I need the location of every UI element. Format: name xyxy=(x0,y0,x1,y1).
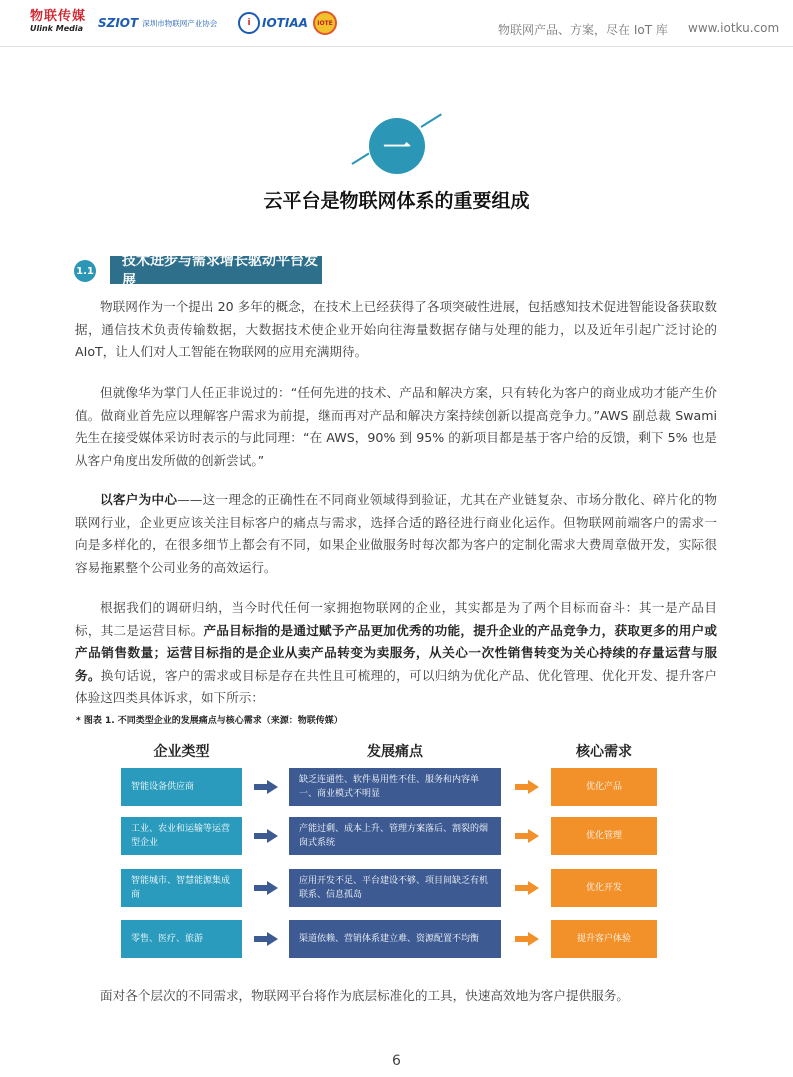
paragraph-5: 面对各个层次的不同需求，物联网平台将作为底层标准化的工具，快速高效地为客户提供服务。 xyxy=(100,988,629,1003)
arrow-right-icon xyxy=(515,881,539,895)
sziot-logo-mark: SZIOT xyxy=(98,16,139,30)
header-tagline: 物联网产品、方案，尽在 IoT 库 xyxy=(498,23,668,37)
figure-cell-need: 优化产品 xyxy=(551,768,657,806)
section-number-badge: 1.1 xyxy=(74,260,96,282)
iote-seal-icon: IOTE xyxy=(313,11,337,35)
iotiaa-logo xyxy=(238,12,308,34)
figure-cell-need: 提升客户体验 xyxy=(551,920,657,958)
iote-logo xyxy=(313,12,337,34)
figure-cell-pain: 产能过剩、成本上升、管理方案落后、割裂的烟囱式系统 xyxy=(289,817,501,855)
ulink-logo-en: Ulink Media xyxy=(30,24,84,33)
chapter-title: 云平台是物联网体系的重要组成 xyxy=(263,190,530,212)
header-site-link[interactable]: www.iotku.com xyxy=(688,21,780,35)
arrow-right-icon xyxy=(254,881,278,895)
paragraph-4 xyxy=(75,597,717,710)
figure-header-pain: 发展痛点 xyxy=(367,744,423,760)
ulink-logo-cn: 物联传媒 xyxy=(30,9,87,24)
arrow-right-icon xyxy=(254,780,278,794)
figure-cell-need: 优化管理 xyxy=(551,817,657,855)
paragraph-4-text-a: 根据我们的调研归纳，当今时代任何一家拥抱物联网的企业，其实都是为了两个目标而奋斗：其一是产品目标，其二是运营目标。 xyxy=(75,600,717,638)
sziot-logo-text: 深圳市物联网产业协会 xyxy=(142,18,218,28)
figure-cell-type: 工业、农业和运输等运营型企业 xyxy=(121,817,242,855)
paragraph-4-text-b: 换句话说，客户的需求或目标是存在共性且可梳理的，可以归纳为优化产品、优化管理、优化开发、提升客户体验这四类具体诉求，如下所示： xyxy=(75,667,718,705)
chapter-deco-line-icon xyxy=(351,153,369,165)
figure-cell-type: 智能城市、智慧能源集成商 xyxy=(121,869,242,907)
figure-header-need: 核心需求 xyxy=(576,744,632,760)
ulink-media-logo xyxy=(30,10,86,32)
arrow-right-icon xyxy=(515,780,539,794)
page-header xyxy=(0,0,793,47)
iotiaa-logo-text: IOTIAA xyxy=(262,16,308,30)
page-number: 6 xyxy=(392,1053,401,1069)
figure-cell-need: 优化开发 xyxy=(551,869,657,907)
arrow-right-icon xyxy=(515,932,539,946)
figure-cell-type: 智能设备供应商 xyxy=(121,768,242,806)
arrow-right-icon xyxy=(254,829,278,843)
paragraph-3-text: ——这一理念的正确性在不同商业领域得到验证，尤其在产业链复杂、市场分散化、碎片化的物联网行业，企业更应该关注目标客户的痛点与需求，选择合适的路径进行商业化运作。但物联网前端客户的需求一向是多样化的，在很多细节上都会有不同，如果企业做服务时每次都为客户的定制化需求大费周章做开发，实际很容易拖累整个公司业务的高效运行。 xyxy=(75,492,718,575)
chapter-number-badge: 一 xyxy=(369,118,425,174)
section-title: 技术进步与需求增长驱动平台发展 xyxy=(110,256,322,284)
figure-header-type: 企业类型 xyxy=(153,744,210,760)
arrow-right-icon xyxy=(254,932,278,946)
figure-cell-pain: 缺乏连通性、软件易用性不佳、服务和内容单一、商业模式不明显 xyxy=(289,768,501,806)
figure-cell-pain: 应用开发不足、平台建设不够、项目间缺乏有机联系、信息孤岛 xyxy=(289,869,501,907)
chapter-deco-line-icon xyxy=(420,113,441,127)
figure-caption: * 图表 1. 不同类型企业的发展痛点与核心需求（来源：物联传媒） xyxy=(76,716,343,726)
figure-cell-pain: 渠道依赖、营销体系建立难、资源配置不均衡 xyxy=(289,920,501,958)
figure-cell-type: 零售、医疗、旅游 xyxy=(121,920,242,958)
iotiaa-logo-icon: i xyxy=(238,12,260,34)
sziot-logo xyxy=(98,12,217,34)
paragraph-2: 但就像华为掌门人任正非说过的：“任何先进的技术、产品和解决方案，只有转化为客户的商业成功才能产生价值。做商业首先应以理解客户需求为前提，继而再对产品和解决方案持续创新以提高竞争力。”AWS 副总裁 Swami 先生在接受媒体采访时表示的与此同理：“在 AWS，90% 到 95% 的新项目都是基于客户给的反馈，剩下 5% 也是从客户角度出发所做的创新尝试。” xyxy=(75,385,717,468)
paragraph-1: 物联网作为一个提出 20 多年的概念，在技术上已经获得了各项突破性进展，包括感知技术促进智能设备获取数据，通信技术负责传输数据，大数据技术使企业开始向往海量数据存储与处理的能力，以及近年引起广泛讨论的 AIoT，让人们对人工智能在物联网的应用充满期待。 xyxy=(75,299,717,359)
arrow-right-icon xyxy=(515,829,539,843)
paragraph-4-bold: 产品目标指的是通过赋予产品更加优秀的功能，提升企业的产品竞争力，获取更多的用户或产品销售数量；运营目标指的是企业从卖产品转变为卖服务，从关心一次性销售转变为关心持续的存量运营与服务。 xyxy=(75,622,718,683)
paragraph-3-bold: 以客户为中心 xyxy=(100,492,178,507)
paragraph-3 xyxy=(75,489,717,579)
